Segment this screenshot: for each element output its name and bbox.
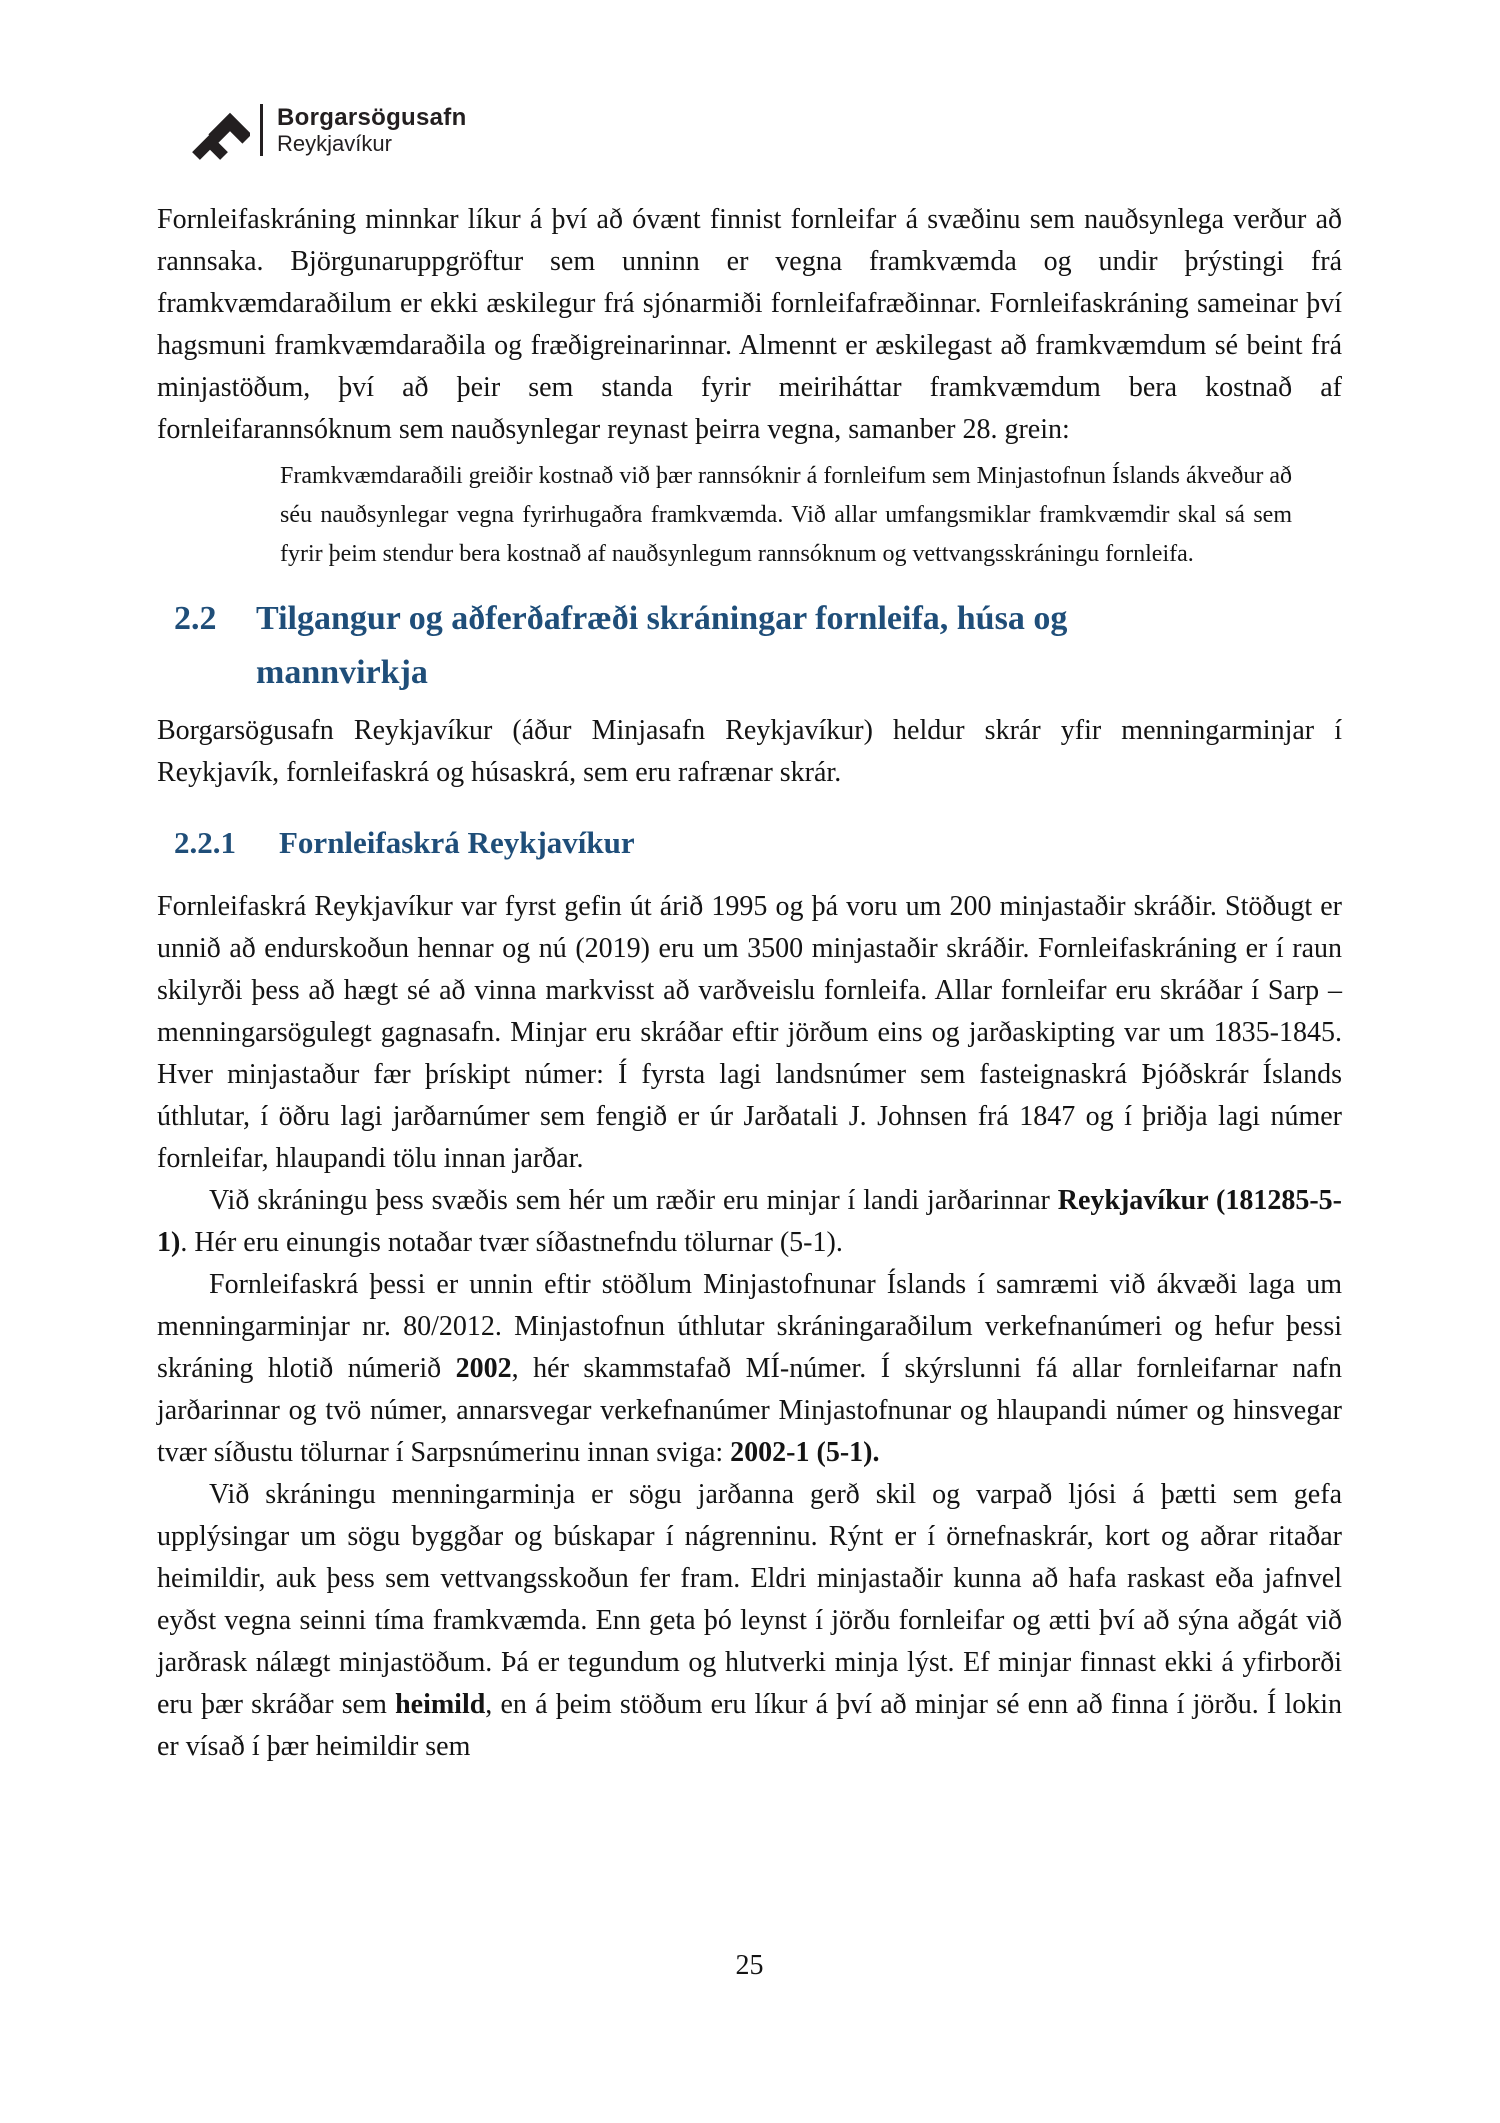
subsection-number: 2.2.1 xyxy=(174,825,236,860)
standards-paragraph: Fornleifaskrá þessi er unnin eftir stöðlum Minjastofnunar Íslands í samræmi við ákvæði laga um menningarminjar nr. 80/2012. Minjastofnun úthlutar skráningaraðilum verkefnanúmeri og hefur þessi skráning hlotið númerið 2002, hér skammstafað MÍ-númer. Í skýrslunni fá allar fornleifarnar nafn jarðarinnar og tvö númer, annarsvegar verkefnanúmer Minjastofnunar og hlaupandi númer og hinsvegar tvær síðustu tölurnar í Sarpsnúmerinu innan sviga: 2002-1 (5-1). xyxy=(157,1269,1342,1468)
text-column xyxy=(157,199,1342,1768)
law-quote-block: Framkvæmdaraðili greiðir kostnað við þær rannsóknir á fornleifum sem Minjastofnun Íslands ákveður að séu nauðsynlegar vegna fyrirhugaðra framkvæmda. Við allar umfangsmiklar framkvæmdir skal sá sem fyrir þeim stendur bera kostnað af nauðsynlegum rannsóknum og vettvangsskráningu fornleifa. xyxy=(280,463,1292,567)
logo xyxy=(192,100,467,160)
register-paragraph: Fornleifaskrá Reykjavíkur var fyrst gefin út árið 1995 og þá voru um 200 minjastaðir skráðir. Stöðugt er unnið að endurskoðun hennar og nú (2019) eru um 3500 minjastaðir skráðir. Fornleifaskráning er í raun skilyrði þess að hægt sé að vinna markvisst að varðveislu fornleifa. Allar fornleifar eru skráðar í Sarp – menningarsögulegt gagnasafn. Minjar eru skráðar eftir jörðum eins og jarðaskipting var um 1835-1845. Hver minjastaður fær þrískipt númer: Í fyrsta lagi landsnúmer sem fasteignaskrá Þjóðskrár Íslands úthlutar, í öðru lagi jarðarnúmer sem fengið er úr Jarðatali J. Johnsen frá 1847 og í þriðja lagi númer fornleifar, hlaupandi tölu innan jarðar. xyxy=(157,891,1342,1174)
page-number: 25 xyxy=(735,1950,764,1981)
subsection-heading-2-2-1 xyxy=(174,820,1342,866)
section-number: 2.2 xyxy=(174,600,217,637)
subsection-title: Fornleifaskrá Reykjavíkur xyxy=(279,825,635,860)
section-title: Tilgangur og aðferðafræði skráningar fornleifa, húsa og mannvirkja xyxy=(256,600,1068,691)
intro-paragraph: Fornleifaskráning minnkar líkur á því að óvænt finnist fornleifar á svæðinu sem nauðsynlega verður að rannsaka. Björgunaruppgröftur sem unninn er vegna framkvæmda og undir þrýstingi frá framkvæmdaraðilum er ekki æskilegur frá sjónarmiði fornleifafræðinnar. Fornleifaskráning sameinar því hagsmuni framkvæmdaraðila og fræðigreinarinnar. Almennt er æskilegast að framkvæmdum sé beint frá minjastöðum, því að þeir sem standa fyrir meiriháttar framkvæmdum bera kostnað af fornleifarannsóknum sem nauðsynlegar reynast þeirra vegna, samanber 28. grein: xyxy=(157,204,1342,445)
logo-subtitle: Reykjavíkur xyxy=(277,131,392,156)
area-paragraph: Við skráningu þess svæðis sem hér um ræðir eru minjar í landi jarðarinnar Reykjavíkur (181285-5-1). Hér eru einungis notaðar tvær síðastnefndu tölurnar (5-1). xyxy=(157,1185,1342,1258)
logo-text xyxy=(277,104,467,156)
logo-title: Borgarsögusafn xyxy=(277,104,467,131)
survey-paragraph: Við skráningu menningarminja er sögu jarðanna gerð skil og varpað ljósi á þætti sem gefa upplýsingar um sögu byggðar og búskapar í nágrenninu. Rýnt er í örnefnaskrár, kort og aðrar ritaðar heimildir, auk þess sem vettvangsskoðun fer fram. Eldri minjastaðir kunna að hafa raskast eða jafnvel eyðst vegna seinni tíma framkvæmda. Enn geta þó leynst í jörðu fornleifar og ætti því að sýna aðgát við jarðrask nálægt minjastöðum. Þá er tegundum og hlutverki minja lýst. Ef minjar finnast ekki á yfirborði eru þær skráðar sem heimild, en á þeim stöðum eru líkur á því að minjar sé enn að finna í jörðu. Í lokin er vísað í þær heimildir sem xyxy=(157,1479,1342,1762)
museum-paragraph: Borgarsögusafn Reykjavíkur (áður Minjasafn Reykjavíkur) heldur skrár yfir menningarminjar í Reykjavík, fornleifaskrá og húsaskrá, sem eru rafrænar skrár. xyxy=(157,715,1342,788)
section-heading-2-2 xyxy=(174,592,1342,700)
logo-chevrons-icon xyxy=(192,100,250,160)
logo-divider xyxy=(260,104,263,156)
